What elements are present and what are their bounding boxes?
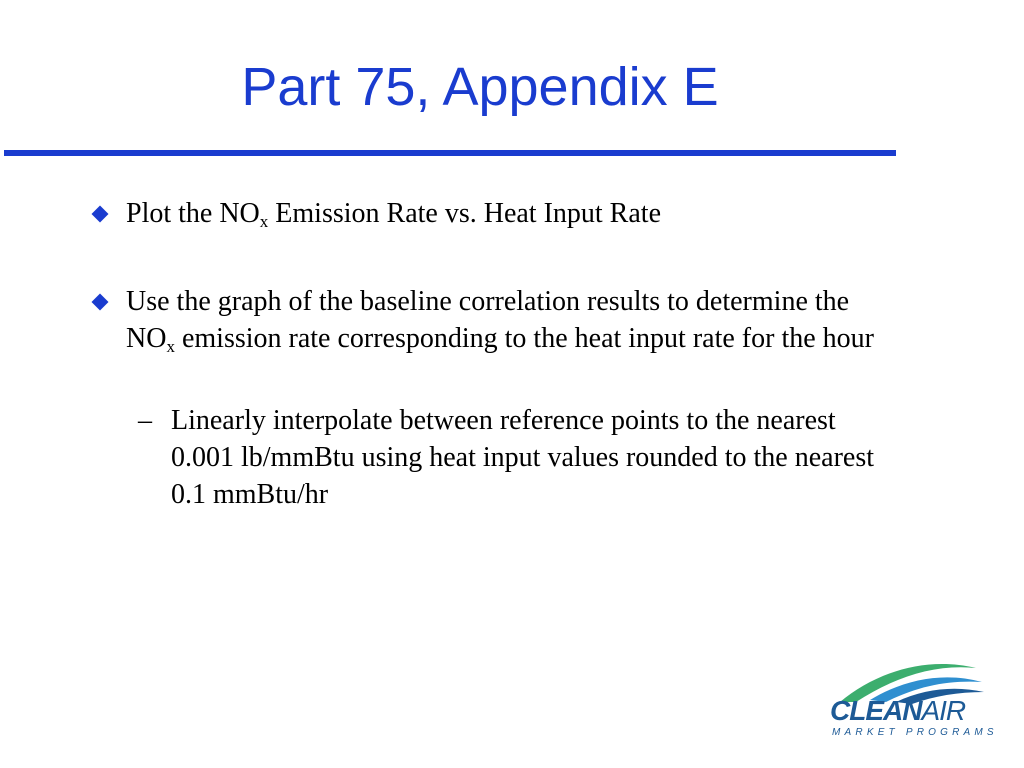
bullet-text: Plot the $NO_x$ Emission Rate vs. Heat Input Rate — [126, 198, 661, 231]
logo-tagline: MARKET PROGRAMS — [832, 727, 998, 738]
clean-air-logo — [826, 652, 998, 744]
diamond-bullet-icon — [92, 294, 109, 311]
logo-wordmark: CLEANAIR — [830, 695, 966, 726]
sub-bullet-text: Linearly interpolate between reference points to the nearest 0.001 lb/mmBtu using heat input values rounded to the nearest 0.1 mmBtu/hr — [171, 405, 874, 510]
diamond-bullet-icon — [92, 206, 109, 223]
title-divider — [4, 150, 896, 156]
dash-bullet: – — [138, 405, 152, 436]
bullet-text: Use the graph of the baseline correlation results to determine the $NO_x$ emission rate corresponding to the heat input rate for the hour — [126, 286, 874, 356]
slide-title: Part 75, Appendix E — [241, 57, 719, 117]
